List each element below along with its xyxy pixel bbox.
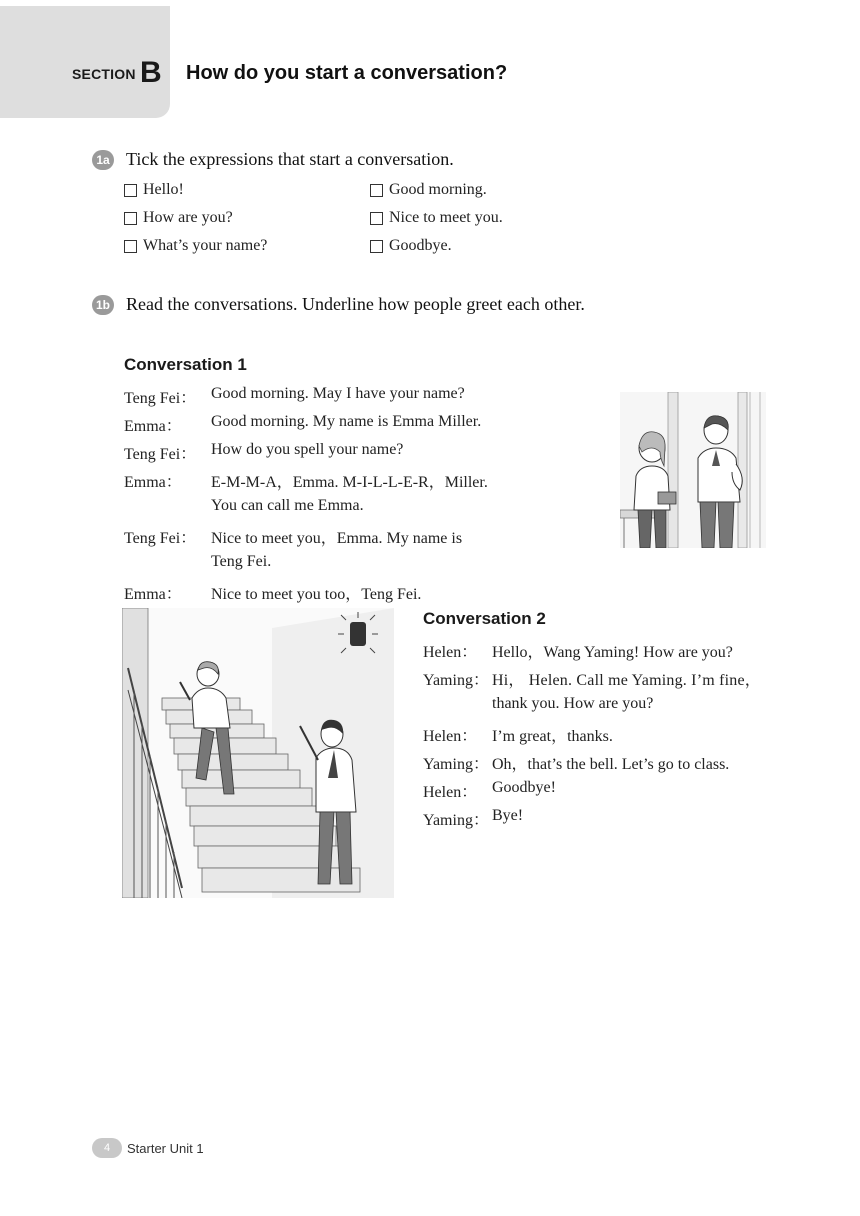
classroom-illustration [620,392,766,548]
dialogue-line: Bye! [492,807,524,824]
dialogue-line: Good morning. May I have your name? [211,385,465,402]
speaker-label: Teng Fei： [124,530,197,547]
task-badge-1a: 1a [92,150,114,170]
dialogue-line: I’m great，thanks. [492,728,613,745]
choice-item[interactable] [124,181,184,199]
speaker-label: Helen： [423,784,478,801]
choice-label: Good morning. [389,181,487,198]
dialogue-line: You can call me Emma. [211,497,364,514]
section-label: SECTION [72,66,136,82]
choice-label: Hello! [143,181,184,198]
speaker-label: Yaming： [423,756,489,773]
page-number: 4 [92,1138,122,1158]
unit-label: Starter Unit 1 [127,1141,204,1156]
conversation-heading: Conversation 1 [124,355,247,374]
checkbox[interactable] [124,240,137,253]
speaker-label: Helen： [423,644,478,661]
dialogue-line: Hello，Wang Yaming! How are you? [492,644,733,661]
dialogue-line: Goodbye! [492,779,556,796]
speaker-label: Teng Fei： [124,446,197,463]
checkbox[interactable] [370,212,383,225]
checkbox[interactable] [370,240,383,253]
dialogue-line: Nice to meet you too，Teng Fei. [211,586,422,603]
dialogue-line: Nice to meet you，Emma. My name is [211,530,463,547]
choice-label: How are you? [143,209,233,226]
checkbox[interactable] [124,212,137,225]
choice-item[interactable] [370,209,503,227]
choice-label: Goodbye. [389,237,452,254]
conversation-heading: Conversation 2 [423,609,546,628]
dialogue-line: Good morning. My name is Emma Miller. [211,413,482,430]
speaker-label: Teng Fei： [124,390,197,407]
dialogue-line: Hi， Helen. Call me Yaming. I’m fine， [492,672,761,689]
choice-label: Nice to meet you. [389,209,503,226]
choice-item[interactable] [124,237,267,255]
task-instruction-1a: Tick the expressions that start a conversation. [126,149,454,169]
speaker-label: Emma： [124,586,182,603]
choice-item[interactable] [370,181,487,199]
task-badge-1b: 1b [92,295,114,315]
dialogue-line: thank you. How are you? [492,695,654,712]
checkbox[interactable] [124,184,137,197]
speaker-label: Emma： [124,474,182,491]
section-letter: B [140,56,162,89]
dialogue-line: Teng Fei. [211,553,272,570]
speaker-label: Yaming： [423,672,489,689]
speaker-label: Helen： [423,728,478,745]
staircase-illustration [122,608,394,898]
dialogue-line: Oh，that’s the bell. Let’s go to class. [492,756,730,773]
dialogue-line: How do you spell your name? [211,441,404,458]
choice-label: What’s your name? [143,237,268,254]
speaker-label: Yaming： [423,812,489,829]
checkbox[interactable] [370,184,383,197]
speaker-label: Emma： [124,418,182,435]
page-title: How do you start a conversation? [186,62,508,84]
task-instruction-1b: Read the conversations. Underline how people greet each other. [126,294,585,314]
choice-item[interactable] [370,237,452,255]
dialogue-line: E-M-M-A，Emma. M-I-L-L-E-R，Miller. [211,474,488,491]
choice-item[interactable] [124,209,233,227]
